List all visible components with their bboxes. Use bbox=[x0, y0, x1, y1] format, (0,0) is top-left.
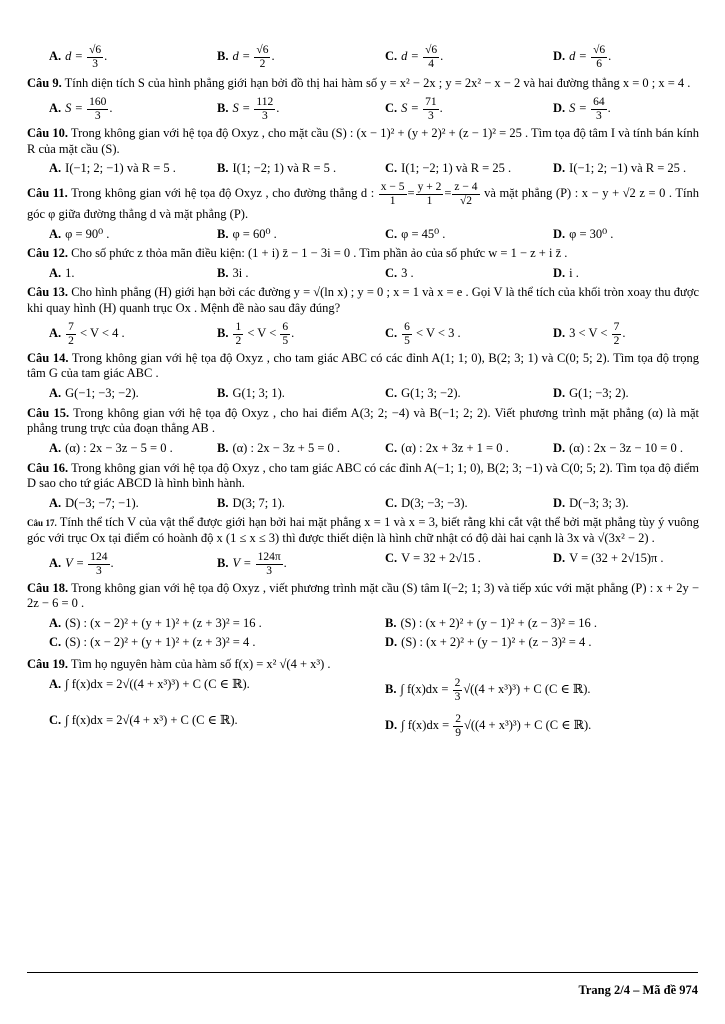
option-a[interactable]: A. ∫ f(x)dx = 2√((4 + x³)³) + C (C ∈ ℝ). bbox=[49, 676, 250, 691]
question-text: Câu 9. Tính diện tích S của hình phẳng giới hạn bởi đồ thị hai hàm số y = x² − 2x ; y = 2x² − x − 2 và hai đường thẳng x = 0 ; x = 4 . bbox=[27, 76, 691, 91]
option-a[interactable]: A. I(−1; 2; −1) và R = 5 . bbox=[49, 161, 176, 176]
option-b[interactable]: B. ∫ f(x)dx = $\frac{2}{3}$ √((4 + x³)³) + C (C ∈ ℝ). bbox=[385, 676, 591, 703]
option-c[interactable]: C. (α) : 2x + 3z + 1 = 0 . bbox=[385, 440, 509, 455]
question-16 bbox=[27, 461, 699, 512]
option-b[interactable]: B. G(1; 3; 1). bbox=[217, 386, 285, 400]
question-13 bbox=[27, 285, 699, 346]
fraction: $\frac{y + 2}{1}$ bbox=[417, 180, 442, 207]
option-d[interactable]: D. V = (32 + 2√15)π . bbox=[553, 550, 664, 565]
option-d[interactable]: D. (S) : (x + 2)² + (y − 1)² + (z − 3)² = 4 . bbox=[385, 634, 592, 649]
option-a[interactable]: A. S = $\frac{160}{3}$ . bbox=[49, 95, 113, 122]
question-text: Câu 17. Tính thể tích V của vật thể được giới hạn bởi hai mặt phẳng x = 1 và x = 3, biết rằng khi cắt vật thể bởi mặt phẳng tùy ý vuông góc với trục Ox tại điểm có hoành độ x (1 ≤ x ≤ 3) thì được thiết diện là hình chữ nhật có độ dài hai cạnh là 3x và √(3x² − 2) . bbox=[27, 515, 699, 545]
option-c[interactable]: C. ∫ f(x)dx = 2√(4 + x³) + C (C ∈ ℝ). bbox=[49, 713, 238, 727]
question-text: Câu 18. Trong không gian với hệ tọa độ Oxyz , viết phương trình mặt cầu (S) tâm I(−2; 1; 3) và tiếp xúc với mặt phẳng (P) : x + 2y − 2z − 6 = 0 . bbox=[27, 580, 699, 611]
question-options bbox=[27, 386, 699, 402]
option-d[interactable]: D. φ = 30⁰ . bbox=[553, 226, 614, 241]
question-text: Câu 13. Cho hình phẳng (H) giới hạn bởi các đường y = √(ln x) ; y = 0 ; x = 1 và x = e . Gọi V là thể tích của khối tròn xoay thu được khi quay hình (H) quanh trục Ox . Mệnh đề nào sau đây đúng? bbox=[27, 285, 699, 315]
option-a[interactable]: A. d = $\frac{√6}{3}$ . bbox=[49, 44, 108, 71]
option-b[interactable]: B. d = $\frac{√6}{2}$ . bbox=[217, 44, 275, 71]
option-a[interactable]: A. G(−1; −3; −2). bbox=[49, 386, 139, 400]
question-9 bbox=[27, 76, 699, 122]
option-d[interactable]: D. (α) : 2x − 3z − 10 = 0 . bbox=[553, 440, 683, 455]
option-b[interactable]: B. V = $\frac{124\pi}{3}$ . bbox=[217, 550, 287, 577]
option-c[interactable]: C. $\frac{6}{5}$ < V < 3 . bbox=[385, 320, 461, 347]
question-options bbox=[27, 96, 699, 122]
question-text: Câu 10. Trong không gian với hệ tọa độ Oxyz , cho mặt cầu (S) : (x − 1)² + (y + 2)² + (z − 1)² = 25 . Tìm tọa độ tâm I và tính bán kính R của mặt cầu (S). bbox=[27, 125, 699, 156]
option-b[interactable]: B. φ = 60⁰ . bbox=[217, 226, 277, 241]
question-text: Câu 16. Trong không gian với hệ tọa độ Oxyz , cho tam giác ABC có các đỉnh A(−1; 1; 0), B(2; 3; −1) và C(0; 5; 2). Tìm tọa độ điểm D sao cho tứ giác ABCD là hình bình hành. bbox=[27, 460, 699, 491]
question-10 bbox=[27, 126, 699, 177]
option-b[interactable]: B. S = $\frac{112}{3}$ . bbox=[217, 95, 280, 122]
question-options bbox=[27, 321, 699, 347]
fraction: $\frac{x - 5}{1}$ bbox=[380, 180, 405, 207]
option-d[interactable]: D. ∫ f(x)dx = $\frac{2}{9}$ √((4 + x³)³) + C (C ∈ ℝ). bbox=[385, 713, 592, 740]
option-c[interactable]: C. S = $\frac{71}{3}$ . bbox=[385, 95, 443, 122]
option-c[interactable]: C. I(1; −2; 1) và R = 25 . bbox=[385, 161, 512, 176]
page-footer: Trang 2/4 – Mã đề 974 bbox=[578, 983, 698, 997]
question-options bbox=[27, 616, 699, 653]
option-d[interactable]: D. I(−1; 2; −1) và R = 25 . bbox=[553, 161, 687, 176]
option-a[interactable]: A. $\frac{7}{2}$ < V < 4 . bbox=[49, 320, 125, 347]
option-c[interactable]: C. d = $\frac{√6}{4}$ . bbox=[385, 44, 444, 71]
footer-divider bbox=[27, 972, 698, 973]
option-d[interactable]: D. 3 < V < $\frac{7}{2}$ . bbox=[553, 320, 626, 347]
question-list bbox=[27, 40, 699, 746]
question-options bbox=[27, 161, 699, 177]
option-d[interactable]: D. S = $\frac{64}{3}$ . bbox=[553, 95, 611, 122]
option-b[interactable]: B. (S) : (x + 2)² + (y − 1)² + (z − 3)² = 16 . bbox=[385, 616, 598, 630]
partial-question-options bbox=[27, 44, 699, 70]
option-c[interactable]: C. V = 32 + 2√15 . bbox=[385, 550, 481, 565]
question-text: Câu 14. Trong không gian với hệ tọa độ Oxyz , cho tam giác ABC có các đỉnh A(1; 1; 0), B(2; 3; 1) và C(0; 5; 2). Tìm tọa độ trọng tâm G của tam giác ABC . bbox=[27, 350, 700, 381]
option-c[interactable]: C. 3 . bbox=[385, 265, 414, 280]
option-a[interactable]: A. (α) : 2x − 3z − 5 = 0 . bbox=[49, 440, 173, 455]
option-c[interactable]: C. φ = 45⁰ . bbox=[385, 226, 446, 241]
option-c[interactable]: C. D(3; −3; −3). bbox=[385, 495, 468, 510]
question-options bbox=[27, 227, 699, 243]
question-options bbox=[27, 551, 699, 577]
option-a[interactable]: A. V = $\frac{124}{3}$ . bbox=[49, 550, 114, 577]
option-d[interactable]: D. D(−3; 3; 3). bbox=[553, 495, 629, 510]
question-options bbox=[27, 677, 699, 742]
question-14 bbox=[27, 351, 699, 402]
question-text: Câu 19. Tìm họ nguyên hàm của hàm số f(x) = x² √(4 + x³) . bbox=[27, 657, 331, 672]
option-a[interactable]: A. (S) : (x − 2)² + (y + 1)² + (z + 3)² = 16 . bbox=[49, 616, 262, 630]
question-text: Câu 11. Trong không gian với hệ tọa độ Oxyz , cho đường thẳng d : $\frac{x - 5}{1}$ = $\frac{y + 2}{1}$ = $\frac{z - 4}{√2}$ và mặt phẳng (P) : x − y + √2 z = 0 . Tính góc φ giữa đường thẳng d và mặt phẳng (P). bbox=[27, 180, 700, 221]
option-b[interactable]: B. I(1; −2; 1) và R = 5 . bbox=[217, 161, 337, 176]
option-b[interactable]: B. D(3; 7; 1). bbox=[217, 495, 285, 510]
option-a[interactable]: A. D(−3; −7; −1). bbox=[49, 495, 139, 510]
option-c[interactable]: C. (S) : (x − 2)² + (y + 1)² + (z + 3)² = 4 . bbox=[49, 634, 256, 649]
question-15 bbox=[27, 406, 699, 457]
question-options bbox=[27, 441, 699, 457]
option-c[interactable]: C. G(1; 3; −2). bbox=[385, 386, 461, 400]
question-options bbox=[27, 266, 699, 282]
option-a[interactable]: A. φ = 90⁰ . bbox=[49, 226, 110, 241]
option-d[interactable]: D. G(1; −3; 2). bbox=[553, 386, 629, 400]
option-b[interactable]: B. 3i . bbox=[217, 265, 249, 280]
question-17 bbox=[27, 515, 699, 576]
option-a[interactable]: A. 1. bbox=[49, 265, 75, 280]
option-b[interactable]: B. $\frac{1}{2}$ < V < $\frac{6}{5}$ . bbox=[217, 320, 295, 347]
question-text: Câu 12. Cho số phức z thỏa mãn điều kiện: (1 + i) z̄ − 1 − 3i = 0 . Tìm phần ảo của số phức w = 1 − z + i z̄ . bbox=[27, 246, 568, 261]
question-11 bbox=[27, 181, 699, 242]
question-text: Câu 15. Trong không gian với hệ tọa độ Oxyz , cho hai điểm A(3; 2; −4) và B(−1; 2; 2). Viết phương trình mặt phẳng (α) là mặt phẳng trung trực của đoạn thẳng AB . bbox=[27, 405, 699, 436]
option-d[interactable]: D. d = $\frac{√6}{6}$ . bbox=[553, 44, 612, 71]
question-19 bbox=[27, 657, 699, 742]
option-b[interactable]: B. (α) : 2x − 3z + 5 = 0 . bbox=[217, 440, 341, 455]
question-18 bbox=[27, 581, 699, 654]
option-d[interactable]: D. i . bbox=[553, 265, 579, 280]
question-12 bbox=[27, 246, 699, 281]
question-options bbox=[27, 496, 699, 512]
fraction: $\frac{z - 4}{√2}$ bbox=[454, 180, 478, 207]
